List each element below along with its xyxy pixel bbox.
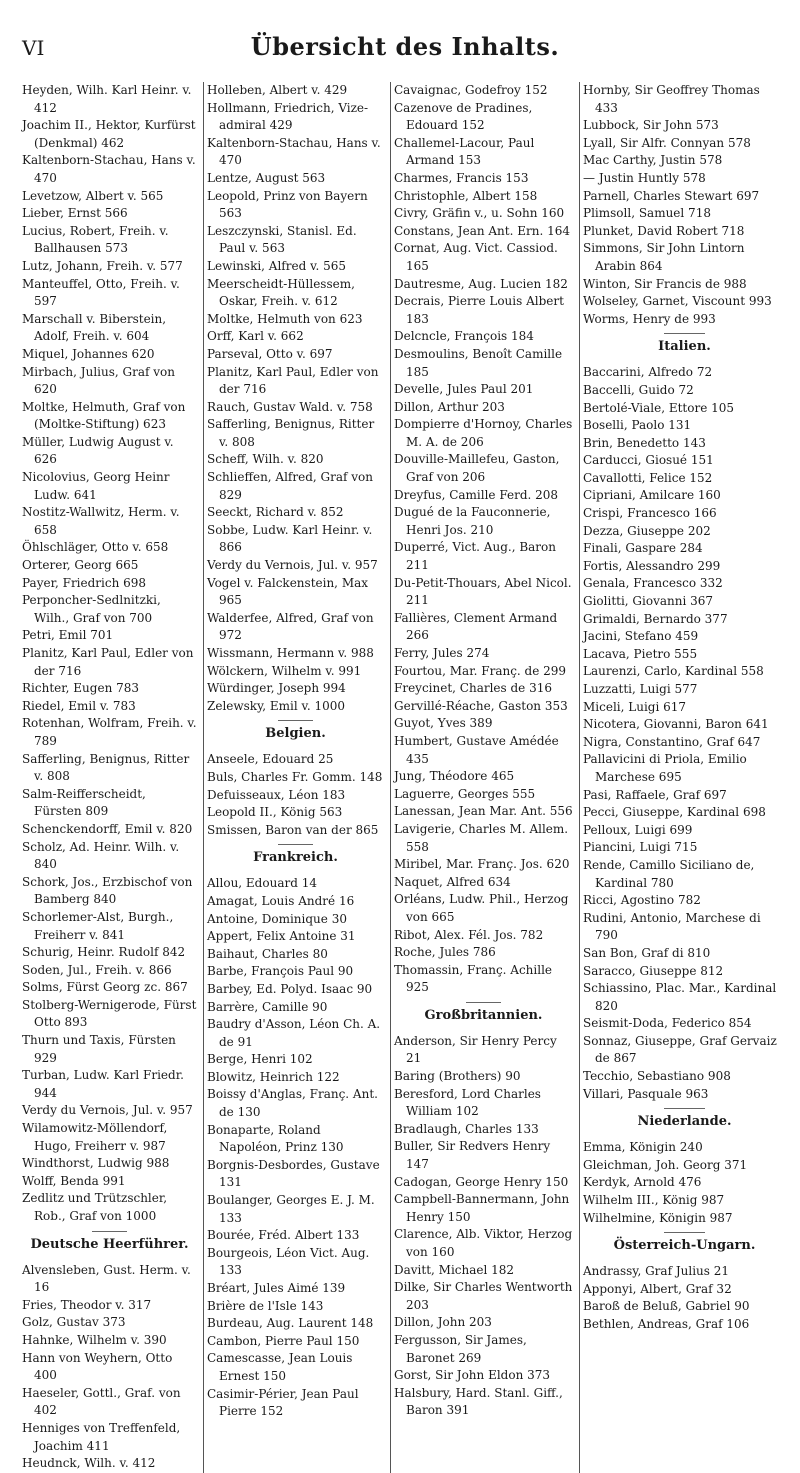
index-entry: Buller, Sir Redvers Henry 147 [394,1139,551,1172]
index-entry: Cavallotti, Felice 152 [583,470,713,485]
index-entry: Charmes, Francis 153 [394,170,529,185]
index-entry: Emma, Königin 240 [583,1140,703,1155]
column-4 [579,82,792,1473]
index-entry: Lyall, Sir Alfr. Connyan 578 [583,135,751,150]
index-entry: Simmons, Sir John Lintorn Arabin 864 [583,241,745,273]
index-entry: Wilhelmine, Königin 987 [583,1210,733,1225]
index-entry: Cazenove de Pradines, Edouard 152 [394,100,533,133]
index-entry: Wilamowitz-Möllendorf, Hugo, Freiherr v. 987 [22,1121,168,1153]
index-entry: Dreyfus, Camille Ferd. 208 [394,487,559,502]
index-entry: Parseval, Otto v. 697 [207,346,333,361]
index-entry: Gervillé-Réache, Gaston 353 [394,698,568,713]
index-entry: Buls, Charles Fr. Gomm. 148 [207,769,383,784]
section-heading: Großbritannien. [394,1007,573,1025]
index-entry: Planitz, Karl Paul, Edler von der 716 [207,364,379,397]
index-entry: Villari, Pasquale 963 [583,1086,709,1101]
index-entry: Leopold II., König 563 [207,805,343,820]
index-entry: Thurn und Taxis, Fürsten 929 [22,1033,176,1065]
index-entry: Clarence, Alb. Viktor, Herzog von 160 [394,1227,573,1259]
index-entry: Cornat, Aug. Vict. Cassiod. 165 [394,241,558,273]
index-entry: Anseele, Edouard 25 [207,752,334,767]
index-entry: Laguerre, Georges 555 [394,786,536,801]
index-entry: Saracco, Giuseppe 812 [583,963,724,978]
index-entry: Turban, Ludw. Karl Friedr. 944 [22,1068,184,1100]
index-entry: Decrais, Pierre Louis Albert 183 [394,294,564,326]
index-entry: Roche, Jules 786 [394,945,496,960]
index-entry: Fortis, Alessandro 299 [583,558,721,573]
list-col4b [583,364,786,1103]
index-entry: Cipriani, Amilcare 160 [583,488,721,503]
index-entry: Smissen, Baron van der 865 [207,822,379,837]
index-entry: Rauch, Gustav Wald. v. 758 [207,399,373,414]
index-entry: Dugué de la Fauconnerie, Henri Jos. 210 [394,505,551,537]
index-entry: Cambon, Pierre Paul 150 [207,1333,360,1348]
index-entry: Casimir-Périer, Jean Paul Pierre 152 [207,1386,359,1419]
index-entry: Payer, Friedrich 698 [22,575,147,590]
index-entry: Delcncle, François 184 [394,329,534,344]
index-entry: Vogel v. Falckenstein, Max 965 [207,575,369,608]
column-3 [390,82,579,1473]
index-entry: Douville-Maillefeu, Gaston, Graf von 206 [394,452,560,485]
index-entry: Jacini, Stefano 459 [583,629,699,644]
index-entry: Boissy d'Anglas, Franç. Ant. de 130 [207,1087,378,1120]
index-entry: Nostitz-Wallwitz, Herm. v. 658 [22,505,180,537]
page-header [22,30,788,70]
index-entry: Scholz, Ad. Heinr. Wilh. v. 840 [22,839,180,872]
index-entry: Walderfee, Alfred, Graf von 972 [207,610,374,643]
index-entry: Hornby, Sir Geoffrey Thomas 433 [583,83,760,115]
index-entry: Sobbe, Ludw. Karl Heinr. v. 866 [207,522,373,555]
index-entry: Jung, Théodore 465 [394,769,515,784]
index-entry: Safferling, Benignus, Ritter v. 808 [22,751,190,784]
index-entry: Parnell, Charles Stewart 697 [583,188,760,203]
index-entry: Antoine, Dominique 30 [207,911,347,926]
index-entry: Berge, Henri 102 [207,1052,313,1067]
index-entry: Rudini, Antonio, Marchese di 790 [583,910,761,943]
index-entry: Grimaldi, Bernardo 377 [583,611,728,626]
index-entry: Fourtou, Mar. Franç. de 299 [394,663,567,678]
index-entry: Henniges von Treffenfeld, Joachim 411 [22,1420,181,1453]
index-entry: Civry, Gräfin v., u. Sohn 160 [394,206,565,221]
index-entry: Öhlschläger, Otto v. 658 [22,540,169,555]
index-entry: Winton, Sir Francis de 988 [583,276,747,291]
index-entry: Bradlaugh, Charles 133 [394,1121,539,1136]
index-entry: Mac Carthy, Justin 578 [583,153,723,168]
index-entry: Meerscheidt-Hüllessem, Oskar, Freih. v. 612 [207,276,355,309]
index-entry: Allou, Edouard 14 [207,876,317,891]
index-entry: Guyot, Yves 389 [394,716,493,731]
index-entry: Dompierre d'Hornoy, Charles M. A. de 206 [394,417,573,449]
index-entry: Moltke, Helmuth von 623 [207,311,363,326]
index-entry: Burdeau, Aug. Laurent 148 [207,1316,374,1331]
index-entry: Bourée, Fréd. Albert 133 [207,1228,360,1243]
index-entry: Schenckendorff, Emil v. 820 [22,821,193,836]
index-entry: Sonnaz, Giuseppe, Graf Gervaiz de 867 [583,1033,777,1066]
index-entry: Verdy du Vernois, Jul. v. 957 [207,558,378,573]
index-columns [22,82,792,1471]
index-entry: Miceli, Luigi 617 [583,699,687,714]
index-entry: Solms, Fürst Georg zc. 867 [22,980,188,995]
page-number: VI [22,36,45,60]
index-entry: Lutz, Johann, Freih. v. 577 [22,258,183,273]
index-entry: Dillon, John 203 [394,1315,492,1330]
index-entry: Appert, Felix Antoine 31 [207,929,356,944]
index-entry: Lucius, Robert, Freih. v. Ballhausen 573 [22,223,169,256]
index-entry: Pasi, Raffaele, Graf 697 [583,787,727,802]
index-entry: Dilke, Sir Charles Wentworth 203 [394,1280,573,1312]
index-entry: Tecchio, Sebastiano 908 [583,1069,731,1084]
index-entry: Leszczynski, Stanisl. Ed. Paul v. 563 [207,223,357,256]
section-heading: Belgien. [207,725,384,743]
index-entry: Kerdyk, Arnold 476 [583,1175,702,1190]
index-entry: Richter, Eugen 783 [22,681,140,696]
index-entry: Baring (Brothers) 90 [394,1069,521,1084]
index-entry: Fallières, Clement Armand 266 [394,610,558,643]
index-entry: Hann von Weyhern, Otto 400 [22,1350,173,1383]
index-entry: Baudry d'Asson, Léon Ch. A. de 91 [207,1017,381,1049]
index-entry: Wilhelm III., König 987 [583,1193,725,1208]
index-entry: Kaltenborn-Stachau, Hans v. 470 [207,135,381,168]
index-entry: Wolff, Benda 991 [22,1173,126,1188]
list-col3b [394,1033,573,1420]
index-entry: Würdinger, Joseph 994 [207,681,346,696]
index-entry: Laurenzi, Carlo, Kardinal 558 [583,664,764,679]
list-col2b [207,751,384,839]
index-entry: Desmoulins, Benoît Camille 185 [394,346,563,379]
index-entry: Freycinet, Charles de 316 [394,681,552,696]
index-entry: Nicolovius, Georg Heinr Ludw. 641 [22,470,170,502]
index-entry: Genala, Francesco 332 [583,576,723,591]
index-entry: Gleichman, Joh. Georg 371 [583,1157,748,1172]
index-entry: Petri, Emil 701 [22,628,114,643]
index-entry: Barbey, Ed. Polyd. Isaac 90 [207,981,373,996]
index-entry: Apponyi, Albert, Graf 32 [583,1281,732,1296]
list-col1 [22,82,197,1226]
index-entry: Rotenhan, Wolfram, Freih. v. 789 [22,716,197,748]
index-entry: Miribel, Mar. Franç. Jos. 620 [394,857,570,872]
index-entry: Ribot, Alex. Fél. Jos. 782 [394,927,544,942]
index-entry: Carducci, Giosué 151 [583,453,714,468]
list-col2 [207,82,384,715]
index-entry: Soden, Jul., Freih. v. 866 [22,962,172,977]
index-entry: Nigra, Constantino, Graf 647 [583,734,761,749]
index-entry: Lanessan, Jean Mar. Ant. 556 [394,804,573,819]
index-entry: Cadogan, George Henry 150 [394,1174,569,1189]
list-col4c [583,1139,786,1227]
index-entry: Perponcher-Sedlnitzki, Wilh., Graf von 700 [22,593,161,625]
index-entry: Seeckt, Richard v. 852 [207,505,344,520]
index-entry: Camescasse, Jean Louis Ernest 150 [207,1351,353,1383]
index-entry: Develle, Jules Paul 201 [394,382,534,397]
index-entry: Nicotera, Giovanni, Baron 641 [583,717,769,732]
index-entry: Lavigerie, Charles M. Allem. 558 [394,821,569,854]
index-entry: Stolberg-Wernigerode, Fürst Otto 893 [22,997,197,1030]
index-entry: Baccelli, Guido 72 [583,382,694,397]
list-col4d [583,1263,786,1333]
index-entry: Barrère, Camille 90 [207,999,328,1014]
index-entry: Constans, Jean Ant. Ern. 164 [394,223,570,238]
index-entry: Pelloux, Luigi 699 [583,822,693,837]
index-entry: Heyden, Wilh. Karl Heinr. v. 412 [22,83,192,115]
index-entry: Barbe, François Paul 90 [207,964,354,979]
index-entry: Duperré, Vict. Aug., Baron 211 [394,540,556,573]
index-entry: Piancini, Luigi 715 [583,840,698,855]
index-entry: Lubbock, Sir John 573 [583,118,719,133]
index-entry: Naquet, Alfred 634 [394,874,511,889]
index-entry: Boselli, Paolo 131 [583,418,692,433]
index-entry: Boulanger, Georges E. J. M. 133 [207,1193,375,1225]
column-2 [203,82,390,1473]
index-entry: Pecci, Giuseppe, Kardinal 698 [583,805,766,820]
index-entry: Baccarini, Alfredo 72 [583,365,713,380]
index-entry: Bertolé-Viale, Ettore 105 [583,400,735,415]
index-entry: Wölckern, Wilhelm v. 991 [207,663,362,678]
index-entry: Hollmann, Friedrich, Vize-admiral 429 [207,100,369,133]
column-1 [22,82,203,1473]
page-title: Übersicht des Inhalts. [250,32,560,61]
index-entry: Thomassin, Franç. Achille 925 [394,962,553,995]
index-entry: Pallavicini di Priola, Emilio Marchese 695 [583,752,747,784]
section-heading: Österreich-Ungarn. [583,1237,786,1255]
index-entry: Seismit-Doda, Federico 854 [583,1016,752,1031]
section-heading: Deutsche Heerführer. [22,1236,197,1254]
index-entry: Crispi, Francesco 166 [583,506,717,521]
index-entry: Cavaignac, Godefroy 152 [394,83,548,97]
index-entry: Levetzow, Albert v. 565 [22,188,164,203]
index-entry: Planitz, Karl Paul, Edler von der 716 [22,646,194,678]
index-entry: Worms, Henry de 993 [583,311,716,326]
index-entry: Lacava, Pietro 555 [583,646,698,661]
index-entry: Verdy du Vernois, Jul. v. 957 [22,1103,193,1118]
index-entry: Marschall v. Biberstein, Adolf, Freih. v. 604 [22,311,167,344]
index-entry: Amagat, Louis André 16 [207,893,355,908]
index-entry: Wissmann, Hermann v. 988 [207,646,374,660]
index-entry: Dautresme, Aug. Lucien 182 [394,276,568,291]
index-entry: Plunket, David Robert 718 [583,223,745,238]
index-entry: Golz, Gustav 373 [22,1315,126,1330]
index-entry: Dillon, Arthur 203 [394,399,505,414]
index-entry: San Bon, Graf di 810 [583,945,711,960]
index-entry: Gorst, Sir John Eldon 373 [394,1368,551,1383]
index-entry: Challemel-Lacour, Paul Armand 153 [394,135,535,168]
index-entry: — Justin Huntly 578 [583,170,706,185]
index-entry: Riedel, Emil v. 783 [22,698,136,713]
index-entry: Scheff, Wilh. v. 820 [207,452,324,467]
index-entry: Bethlen, Andreas, Graf 106 [583,1317,750,1331]
list-col4 [583,82,786,328]
index-entry: Haeseler, Gottl., Graf. von 402 [22,1385,181,1418]
index-entry: Safferling, Benignus, Ritter v. 808 [207,417,375,449]
index-entry: Lentze, August 563 [207,170,326,185]
index-entry: Zelewsky, Emil v. 1000 [207,698,346,713]
index-entry: Finali, Gaspare 284 [583,541,703,556]
index-entry: Wolseley, Garnet, Viscount 993 [583,294,772,309]
index-entry: Borgnis-Desbordes, Gustave 131 [207,1157,380,1190]
index-entry: Rende, Camillo Siciliano de, Kardinal 780 [583,857,755,890]
index-entry: Lewinski, Alfred v. 565 [207,258,346,273]
index-entry: Zedlitz und Trützschler, Rob., Graf von 1000 [22,1191,168,1223]
index-entry: Schiassino, Plac. Mar., Kardinal 820 [583,981,777,1013]
index-entry: Schurig, Heinr. Rudolf 842 [22,945,186,960]
index-entry: Du-Petit-Thouars, Abel Nicol. 211 [394,575,572,608]
section-heading: Niederlande. [583,1113,786,1131]
index-entry: Orterer, Georg 665 [22,558,139,573]
index-entry: Campbell-Bannermann, John Henry 150 [394,1192,570,1224]
index-entry: Orff, Karl v. 662 [207,329,304,344]
index-entry: Humbert, Gustave Amédée 435 [394,733,559,766]
index-entry: Schork, Jos., Erzbischof von Bamberg 840 [22,874,193,907]
index-entry: Schlieffen, Alfred, Graf von 829 [207,470,373,502]
list-col3 [394,82,573,997]
index-entry: Anderson, Sir Henry Percy 21 [394,1033,557,1066]
index-entry: Blowitz, Heinrich 122 [207,1069,340,1084]
index-entry: Miquel, Johannes 620 [22,346,155,361]
list-col2c [207,875,384,1420]
index-entry: Windthorst, Ludwig 988 [22,1156,170,1171]
index-entry: Halsbury, Hard. Stanl. Giff., Baron 391 [394,1385,563,1418]
index-entry: Schorlemer-Alst, Burgh., Freiherr v. 841 [22,909,174,942]
section-heading: Frankreich. [207,849,384,867]
index-entry: Fries, Theodor v. 317 [22,1297,152,1312]
index-entry: Dezza, Giuseppe 202 [583,523,711,538]
index-entry: Manteuffel, Otto, Freih. v. 597 [22,276,180,309]
index-entry: Kaltenborn-Stachau, Hans v. 470 [22,153,196,185]
index-entry: Brière de l'Isle 143 [207,1298,324,1313]
index-entry: Luzzatti, Luigi 577 [583,682,698,696]
index-entry: Defuisseaux, Léon 183 [207,787,346,802]
index-entry: Mirbach, Julius, Graf von 620 [22,364,175,397]
list-col1b [22,1262,197,1473]
index-entry: Bréart, Jules Aimé 139 [207,1281,346,1295]
index-entry: Moltke, Helmuth, Graf von (Moltke-Stiftung) 623 [22,399,186,432]
index-entry: Alvensleben, Gust. Herm. v. 16 [22,1262,191,1295]
index-entry: Baihaut, Charles 80 [207,946,328,961]
index-entry: Giolitti, Giovanni 367 [583,594,714,609]
index-entry: Baroß de Beluß, Gabriel 90 [583,1299,750,1314]
index-entry: Holleben, Albert v. 429 [207,83,348,97]
index-entry: Bonaparte, Roland Napoléon, Prinz 130 [207,1122,344,1155]
index-entry: Salm-Reifferscheidt, Fürsten 809 [22,786,146,819]
index-entry: Bourgeois, Léon Vict. Aug. 133 [207,1245,370,1278]
index-entry: Orléans, Ludw. Phil., Herzog von 665 [394,892,569,924]
index-entry: Joachim II., Hektor, Kurfürst (Denkmal) 462 [22,118,196,150]
index-entry: Fergusson, Sir James, Baronet 269 [394,1332,527,1365]
section-heading: Italien. [583,338,786,356]
index-entry: Plimsoll, Samuel 718 [583,206,711,221]
index-entry: Ricci, Agostino 782 [583,893,701,908]
index-entry: Lieber, Ernst 566 [22,206,128,221]
index-entry: Ferry, Jules 274 [394,646,490,660]
index-entry: Müller, Ludwig August v. 626 [22,434,174,467]
index-entry: Christophle, Albert 158 [394,188,538,203]
index-entry: Heudnck, Wilh. v. 412 [22,1456,156,1471]
index-entry: Leopold, Prinz von Bayern 563 [207,188,368,221]
index-entry: Brin, Benedetto 143 [583,435,706,450]
index-entry: Hahnke, Wilhelm v. 390 [22,1332,167,1347]
index-entry: Beresford, Lord Charles William 102 [394,1086,541,1119]
index-entry: Davitt, Michael 182 [394,1262,515,1277]
index-entry: Andrassy, Graf Julius 21 [583,1264,730,1279]
